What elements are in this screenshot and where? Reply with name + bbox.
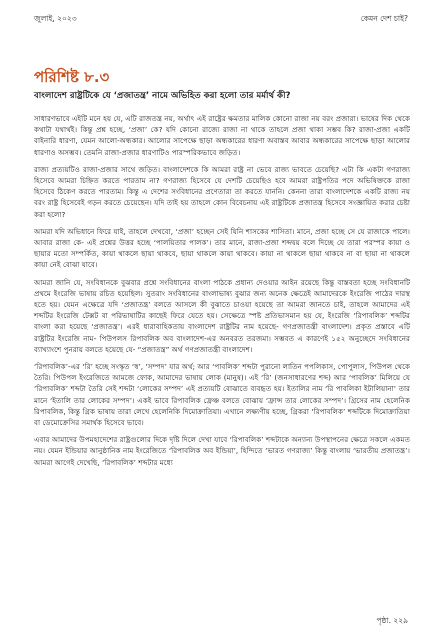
body-text bbox=[34, 113, 410, 474]
paragraph-4: আমরা জানি যে, সংবিধানকে বুঝবার প্রশ্নে সংবিধানের বাংলা পাঠকে প্রধান্য দেওয়ার আইন রয়েছে কিন্তু বাস্তবতা হচ্ছে সংবিধানটি প্রথমে ইংরেজি ভাষায় রচিত হয়েছিল। সুতরাং সংবিধানের বাংলাভাষ্য বুঝার জন্য অনেক ক্ষেত্রেই আমাদেরকে ইংরেজি পাঠের দারস্থ হতে হয়। যেমন এক্ষেত্রে যদি ‘প্রজাতন্ত্র’ বলতে আসলে কী বুঝাতে চাওয়া হয়েছে তা আমরা জানতে চাই, তাহলে আমাদের এই শব্দটির ইংরেজি টেক্সট বা পরিভাষাটির কাছেই ফিরে যেতে হয়। সেক্ষেত্রে স্পষ্ট প্রতিভাসমান হয় যে, ইংরেজি ‘রিপাবলিক’ শব্দটির বাংলা করা হয়েছে ‘প্রজাতন্ত্র’। এরই ধারাবাহিকতায় বাংলাদেশ রাষ্ট্রটির নাম হয়েছে- গণপ্রজাতন্ত্রী বাংলাদেশ। প্রকৃত প্রস্তাবে এটি রাষ্ট্রটির ইংরেজি নাম- পিউপলস রিপাবলিক অব বাংলাদেশ-এর অনবরত তরজমা। সম্ভবত এ কারণেই ১৫২ অনুচ্ছেদে সংবিধানের ব্যাখ্যাংশে পুনরায় বলতে হয়েছে যে- “প্রজাতন্ত্র” অর্থ গণপ্রজাতন্ত্রী বাংলাদেশ। bbox=[34, 277, 410, 354]
paragraph-3: আমরা যদি অভিধানে ফিরে যাই, তাহলে দেখবো, ‘প্রজা’ হচ্ছেন সেই যিনি শাসকের শাসিতা। মানে, প্রজা হচ্ছে সে যে রাজাকে পালে। আবার রাজা কে- এই প্রশ্নের উত্তর হচ্ছে ‘পালয়িতার পালক’। তার মানে, রাজা-প্রজা শব্দদ্বয় বলে দিচ্ছে যে তারা পরস্পর কায়া ও ছায়ার মতো সম্পর্কিত, কায়া থাকলে ছায়া থাকবে, ছায়া থাকলে কায়া থাকবে। কায়া না থাকলে ছায়া থাকবে না বা ছায়া না থাকলে কায়া নেই বোঝা যাবে। bbox=[34, 226, 410, 270]
page-number: পৃষ্ঠা. ২২৯ bbox=[376, 616, 408, 625]
paragraph-5: ‘রিপাবলিক’-এর ‘রি’ হচ্ছে সংস্কৃত ‘স্ব’, ‘সম্পদ’ যার অর্থ; আর ‘পাবলিক’ শব্দটা পুরানো লাতিন পপলিকাস, পোপুলাস, পিউপল থেকে তৈরি। পিউপল ইংরেজিতে আমজে ফোক, আমাদের ভাষায় লোক (মানুষ)। এই ‘রি’ (জনসাধারণের শব্দ) আর ‘পাবলিক’ মিলিয়ে যে ‘রিপাবলিক’ শব্দটা তৈরি সেই শব্দটা ‘লোকের সম্পদ’ এই প্রত্যয়টি বোঝাতে ব্যবহৃত হয়। ইতালির নাম ‘রি পাবলিকা ইটালিয়ানা’ তার মানে ‘ইতালি তার লোকের সম্পদ’। একই ভাবে রিপাবলিক ফ্রেঞ্চ বলতে বোঝায় ‘ফ্রান্স তার লোকের সম্পদ’। গ্রিসের নাম হেলেনিক রিপাবলিক, কিন্তু গ্রিক ভাষায় তারা লেখে হেলেনিকি দিমোক্রাতিয়া। এখানে লক্ষ্যণীয় হচ্ছে, গ্রিকরা ‘রিপাবলিক’ শব্দটিকে দিমোক্রাতিয়া বা ডেমোক্রেসির সমার্থক হিসেবে ভাবে। bbox=[34, 362, 410, 428]
section-question: বাংলাদেশ রাষ্ট্রটিকে যে ‘প্রজাতন্ত্র’ নামে অভিহিত করা হলো তার মর্মার্থ কী? bbox=[34, 91, 291, 101]
appendix-title: পরিশিষ্ট ৮.৩ bbox=[34, 68, 110, 86]
paragraph-6: এবার আমাদের উপমহাদেশের রাষ্ট্রগুলোর দিকে দৃষ্টি দিলে দেখা যাবে ‘রিপাবলিক’ শব্দটাকে অন্যান্য উপস্থাপনের ক্ষেত্রে সকলে একমত নয়। যেমন ইন্ডিয়ার আনুষ্ঠানিক নাম ইংরেজিতে ‘রিপাবলিক অব ইন্ডিয়া’, হিন্দিতে ‘ভারত গণরাজ্য’ কিন্তু বাংলায় ‘ভারতীয় প্রজাতন্ত্র’। আমরা আগেই দেখেছি, ‘রিপাবলিক’ শব্দটার মধ্যে bbox=[34, 435, 410, 467]
header-date: জুলাই, ২০২৩ bbox=[34, 14, 77, 23]
paragraph-2: রাজ্য প্রত্যয়টিও রাজা-প্রজার সাথে জড়িত। বাংলাদেশকে কি আমরা রাষ্ট্র না ভেবে রাজ্য ভাবতে চেয়েছি? এটা কি একটা গণরাজ্য হিসেবে আমরা চিহ্নিত করতে পারতাম না? গণরাজ্য হিসেবে যে দেশটি চেয়েছিও হবে আমরা রাষ্ট্রপতির পদে অভিষিক্তকে রাজা হিসেবে ঠিকেণ করতে পারতাম। কিন্তু এ দেশের সংবিধানের প্রণেতারা তা করতে যাননি। কেননা তারা বাংলাদেশকে একটি রাজ্য নয় বরং রাষ্ট্র হিসেবেই গড়ন করতে চেয়েছেন। যদি তাই হয় তাহলে কোন বিবেচনায় এই রাষ্ট্রটিকে প্রজাতন্ত্র হিসেবে সংজ্ঞায়িত করার চেষ্টা করা হলো? bbox=[34, 164, 410, 219]
page-header bbox=[34, 14, 408, 28]
paragraph-1: সাধারণভাবে এইটি মনে হয় যে, এটি রাজতন্ত্র নয়, অর্থাৎ এই রাষ্ট্রের ক্ষমতার মালিক কোনো রাজা নয় বরং প্রজারা। ভাষের দিক থেকে কথাটা যথার্থই। কিন্তু প্রশ্ন হচ্ছে, ‘প্রজা’ কে? যদি কোনো রাজ্যে রাজা না থাকে তাহলে প্রজা থাকা সম্ভব কি? রাজা-প্রজা একটি বাইনারি ধারণা, যেমন আলো-অন্ধকার। আলোর সাপেক্ষে ছাড়া অন্ধকারের ধারণা অবাস্তব আবার অন্ধকারের সাপেক্ষে ছাড়া আলোর ধারণাও অসম্ভব। তেমনি রাজা-প্রজার ধারণাটিও পারস্পরিকভাবে জড়িত। bbox=[34, 114, 410, 157]
header-report-title: কেমন দেশ চাই? bbox=[360, 14, 408, 23]
